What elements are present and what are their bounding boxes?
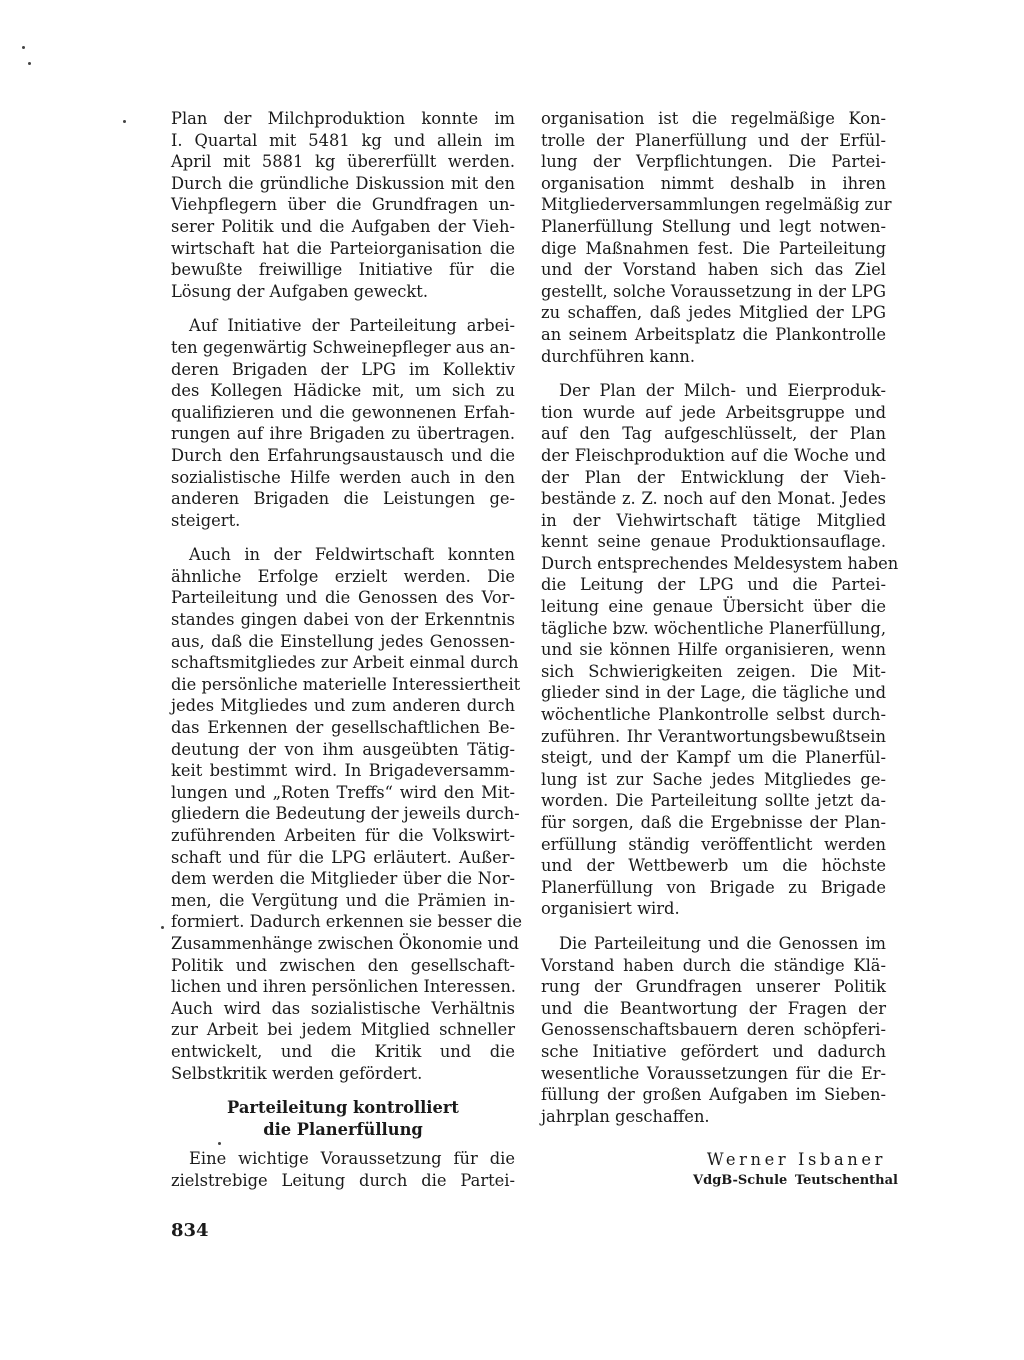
text-line: Planerfüllung Stellung und legt notwen- [541, 216, 886, 236]
text-line: worden. Die Parteileitung sollte jetzt da- [541, 791, 886, 811]
text-line: wesentliche Voraussetzungen für die Er- [541, 1063, 886, 1083]
scan-speck [218, 1142, 221, 1145]
text-line: organisation nimmt deshalb in ihren [541, 173, 886, 193]
text-line: deren Brigaden der LPG im Kollektiv [171, 359, 515, 379]
text-line: dem werden die Mitglieder über die Nor- [171, 869, 515, 889]
text-line: I. Quartal mit 5481 kg und allein im [171, 130, 515, 150]
text-line: rung der Grundfragen unserer Politik [541, 977, 886, 997]
left-column [171, 108, 522, 1192]
text-line: der Plan der Entwicklung der Vieh- [541, 467, 886, 487]
text-line: formiert. Dadurch erkennen sie besser die [171, 912, 522, 932]
heading-line: die Planerfüllung [263, 1119, 423, 1139]
text-line: serer Politik und die Aufgaben der Vieh- [171, 216, 515, 236]
text-line: sche Initiative gefördert und dadurch [541, 1041, 886, 1061]
text-line: die Leitung der LPG und die Partei- [541, 575, 886, 595]
scan-speck [123, 120, 126, 123]
section-heading [171, 1097, 515, 1140]
text-line: des Kollegen Hädicke mit, um sich zu [171, 381, 515, 401]
paragraph [171, 108, 515, 302]
text-line: zielstrebige Leitung durch die Partei- [171, 1170, 515, 1190]
text-line: leitung eine genaue Übersicht über die [541, 597, 886, 617]
scan-speck [22, 46, 25, 49]
text-line: anderen Brigaden die Leistungen ge- [171, 489, 515, 509]
text-line: Der Plan der Milch- und Eierproduk- [559, 381, 886, 401]
text-line: auf den Tag aufgeschlüsselt, der Plan [541, 424, 886, 444]
text-line: Durch die gründliche Diskussion mit den [171, 173, 515, 193]
text-line: Politik und zwischen den gesellschaft- [171, 955, 515, 975]
text-line: wirtschaft hat die Parteiorganisation die [171, 238, 515, 258]
text-line: Viehpflegern über die Grundfragen un- [171, 195, 515, 215]
text-line: standes gingen dabei von der Erkenntnis [171, 610, 515, 630]
paragraph [541, 108, 892, 367]
text-line: der Fleischproduktion auf die Woche und [541, 445, 886, 465]
text-line: jahrplan geschaffen. [541, 1106, 710, 1126]
text-line: April mit 5881 kg übererfüllt werden. [171, 152, 515, 172]
text-line: jedes Mitgliedes und zum anderen durch [171, 696, 515, 716]
text-line: Plan der Milchproduktion konnte im [171, 109, 515, 128]
text-line: lichen und ihren persönlichen Interessen. [171, 977, 516, 997]
text-line: und sie können Hilfe organisieren, wenn [541, 640, 886, 660]
text-line: füllung der großen Aufgaben im Sieben- [541, 1085, 886, 1105]
text-line: wöchentliche Plankontrolle selbst durch- [541, 705, 886, 725]
text-line: Parteileitung und die Genossen des Vor- [171, 588, 515, 608]
text-line: lung ist zur Sache jedes Mitgliedes ge- [541, 769, 886, 789]
text-line: glieder sind in der Lage, die tägliche und [541, 683, 886, 703]
text-line: entwickelt, und die Kritik und die [171, 1041, 515, 1061]
text-line: aus, daß die Einstellung jedes Genossen- [171, 631, 515, 651]
text-line: schaftsmitgliedes zur Arbeit einmal durch [171, 653, 519, 673]
scan-speck [28, 62, 31, 65]
text-line: und die Beantwortung der Fragen der [541, 998, 886, 1018]
text-line: keit bestimmt wird. In Brigadeversamm- [171, 761, 515, 781]
text-line: lungen und „Roten Treffs“ wird den Mit- [171, 782, 515, 802]
text-line: erfüllung ständig veröffentlicht werden [541, 834, 886, 854]
author-affiliation: VdgB-Schule Teutschenthal [693, 1173, 898, 1188]
text-line: Vorstand haben durch die ständige Klä- [541, 955, 886, 975]
text-line: tägliche bzw. wöchentliche Planerfüllung, [541, 618, 886, 638]
text-line: deutung der von ihm ausgeübten Tätig- [171, 739, 515, 759]
text-line: Selbstkritik werden gefördert. [171, 1063, 423, 1083]
text-line: ähnliche Erfolge erzielt werden. Die [171, 566, 515, 586]
text-line: rungen auf ihre Brigaden zu übertragen. [171, 424, 515, 444]
text-line: Durch entsprechendes Meldesystem haben [541, 553, 899, 573]
text-line: kennt seine genaue Produktionsauflage. [541, 532, 886, 552]
text-line: Eine wichtige Voraussetzung für die [189, 1149, 515, 1169]
text-line: schaft und für die LPG erläutert. Außer- [171, 847, 515, 867]
text-line: durchführen kann. [541, 346, 696, 366]
text-line: die persönliche materielle Interessiertheit [171, 674, 521, 694]
text-line: gliedern die Bedeutung der jeweils durch- [171, 804, 520, 824]
heading-line: Parteileitung kontrolliert [227, 1098, 459, 1118]
text-line: organisiert wird. [541, 899, 680, 919]
text-line: Lösung der Aufgaben geweckt. [171, 281, 429, 301]
paragraph [171, 315, 515, 531]
text-line: steigert. [171, 510, 241, 530]
text-line: und der Wettbewerb um die höchste [541, 856, 886, 876]
text-line: und der Vorstand haben sich das Ziel [541, 260, 886, 280]
text-line: Mitgliederversammlungen regelmäßig zur [541, 195, 892, 215]
text-line: tion wurde auf jede Arbeitsgruppe und [541, 402, 886, 422]
paragraph [541, 380, 899, 920]
right-column [541, 108, 899, 1127]
text-line: bestände z. Z. noch auf den Monat. Jedes [541, 489, 886, 509]
text-line: trolle der Planerfüllung und der Erfül- [541, 130, 886, 150]
text-line: lung der Verpflichtungen. Die Partei- [541, 152, 886, 172]
text-line: Die Parteileitung und die Genossen im [559, 933, 886, 953]
text-line: qualifizieren und die gewonnenen Erfah- [171, 402, 515, 422]
text-line: für sorgen, daß die Ergebnisse der Plan- [541, 813, 886, 832]
text-line: steigt, und der Kampf um die Planerfül- [541, 748, 886, 768]
text-line: Auf Initiative der Parteileitung arbei- [189, 316, 515, 336]
text-line: sozialistische Hilfe werden auch in den [171, 467, 515, 487]
text-line: sich Schwierigkeiten zeigen. Die Mit- [541, 661, 886, 681]
text-line: zuführen. Ihr Verantwortungsbewußtsein [541, 726, 886, 746]
page-number: 834 [171, 1220, 209, 1241]
text-line: organisation ist die regelmäßige Kon- [541, 109, 886, 128]
text-line: zur Arbeit bei jedem Mitglied schneller [171, 1020, 515, 1040]
text-line: an seinem Arbeitsplatz die Plankontrolle [541, 324, 886, 344]
text-line: Zusammenhänge zwischen Ökonomie und [171, 933, 519, 953]
text-line: zuführenden Arbeiten für die Volkswirt- [171, 826, 515, 845]
text-line: ten gegenwärtig Schweinepfleger aus an- [171, 337, 516, 357]
text-line: Auch in der Feldwirtschaft konnten [189, 545, 515, 565]
author-name: Werner Isbaner [706, 1150, 886, 1169]
text-line: dige Maßnahmen fest. Die Parteileitung [541, 238, 886, 258]
scan-speck [161, 926, 164, 929]
paragraph [171, 1148, 515, 1191]
text-line: das Erkennen der gesellschaftlichen Be- [171, 718, 515, 738]
text-line: bewußte freiwillige Initiative für die [171, 260, 515, 280]
paragraph [171, 544, 522, 1084]
text-line: men, die Vergütung und die Prämien in- [171, 890, 515, 910]
text-line: Durch den Erfahrungsaustausch und die [171, 445, 515, 465]
paragraph [541, 933, 886, 1127]
text-line: Auch wird das sozialistische Verhältnis [171, 998, 515, 1018]
text-line: gestellt, solche Voraussetzung in der LPG [541, 281, 886, 301]
text-line: zu schaffen, daß jedes Mitglied der LPG [541, 303, 886, 323]
text-line: Planerfüllung von Brigade zu Brigade [541, 877, 886, 897]
text-line: in der Viehwirtschaft tätige Mitglied [541, 510, 886, 530]
text-line: Genossenschaftsbauern deren schöpferi- [541, 1020, 886, 1040]
